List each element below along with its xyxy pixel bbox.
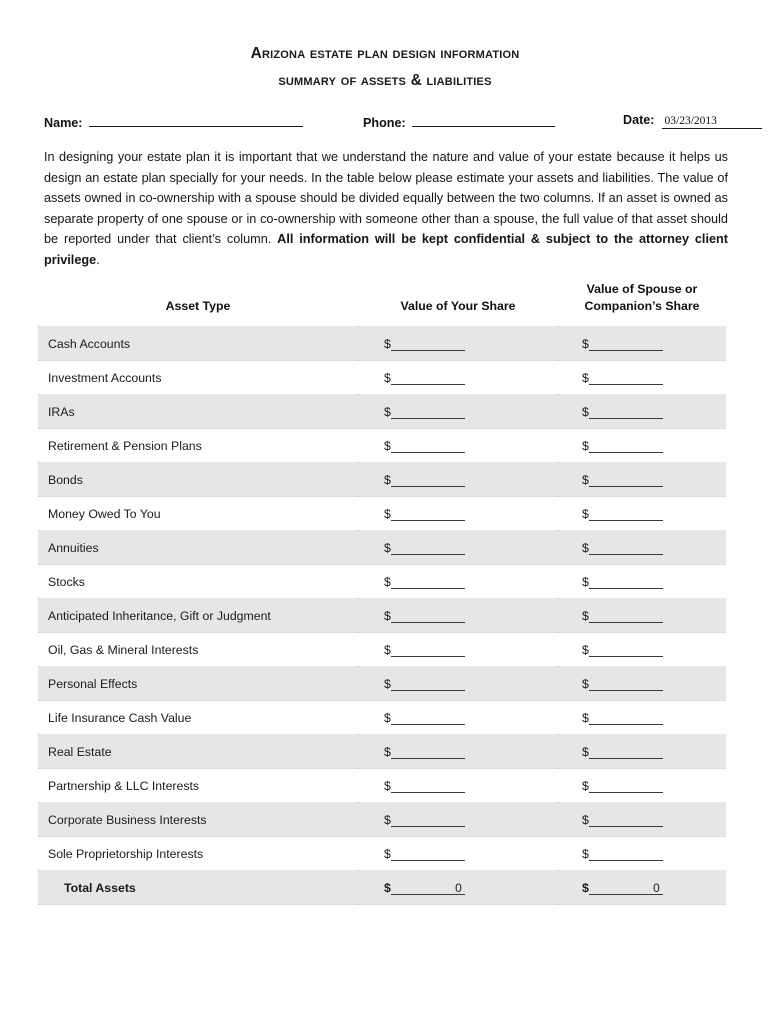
your-share-cell[interactable] [358, 565, 558, 599]
spouse-share-input[interactable] [589, 814, 663, 827]
spouse-share-cell[interactable] [558, 327, 726, 361]
your-share-cell[interactable] [358, 361, 558, 395]
spouse-share-input[interactable] [589, 338, 663, 351]
your-share-amount [384, 847, 465, 861]
your-share-amount [384, 745, 465, 759]
currency-symbol: $ [582, 880, 589, 895]
document-subtitle: summary of assets & liabilities [278, 71, 492, 89]
spouse-share-input[interactable] [589, 780, 663, 793]
table-row [38, 327, 726, 361]
spouse-share-amount [582, 473, 663, 487]
spouse-share-cell[interactable] [558, 599, 726, 633]
your-share-cell[interactable] [358, 803, 558, 837]
your-share-amount [384, 813, 465, 827]
your-share-cell[interactable] [358, 599, 558, 633]
spouse-share-amount [582, 439, 663, 453]
spouse-share-amount [582, 337, 663, 351]
currency-symbol: $ [384, 336, 391, 351]
currency-symbol: $ [582, 472, 589, 487]
spouse-share-input[interactable] [589, 712, 663, 725]
table-row [38, 429, 726, 463]
your-share-amount [384, 609, 465, 623]
column-header-spouse-share [558, 275, 726, 327]
spouse-share-cell[interactable] [558, 395, 726, 429]
table-row [38, 701, 726, 735]
document-title: Arizona estate plan design information [250, 45, 520, 62]
currency-symbol: $ [582, 642, 589, 657]
phone-label: Phone: [363, 116, 406, 130]
table-row [38, 667, 726, 701]
title-block [0, 0, 770, 88]
spouse-share-cell[interactable] [558, 497, 726, 531]
intro-text: In designing your estate plan it is important that we understand the nature and value of your estate because it helps us design an estate plan specially for your needs. In the table below please estimate your assets and liabilities. The value of assets owned in co-ownership with a spouse should be divided equally between the two columns. If an asset is owned as separate property of one spouse or in co-ownership with someone other than a spouse, the full value of that asset should be reported under that client’s column. [44, 150, 728, 247]
spouse-share-input[interactable] [589, 644, 663, 657]
your-share-amount [384, 405, 465, 419]
spouse-share-cell[interactable] [558, 803, 726, 837]
intro-text-bold: All information will be kept confidential & subject to the attorney client privilege [44, 232, 729, 267]
spouse-share-input[interactable] [589, 610, 663, 623]
currency-symbol: $ [384, 642, 391, 657]
column-header-your-share: Value of Your Share [400, 298, 516, 313]
asset-type-label: Anticipated Inheritance, Gift or Judgment [38, 599, 358, 633]
your-share-input[interactable] [391, 610, 465, 623]
currency-symbol: $ [384, 744, 391, 759]
intro-text-end: . [96, 252, 100, 267]
total-your-share-cell[interactable] [358, 871, 558, 905]
currency-symbol: $ [384, 846, 391, 861]
currency-symbol: $ [582, 846, 589, 861]
your-share-input[interactable] [391, 644, 465, 657]
your-share-amount [384, 575, 465, 589]
table-row [38, 531, 726, 565]
your-share-cell[interactable] [358, 429, 558, 463]
spouse-share-amount [582, 711, 663, 725]
spouse-share-line1: Value of Spouse or [586, 282, 698, 296]
phone-input[interactable] [412, 113, 555, 127]
table-row [38, 395, 726, 429]
assets-table-body [38, 327, 726, 905]
assets-table [38, 275, 726, 905]
currency-symbol: $ [384, 608, 391, 623]
name-label: Name: [44, 116, 83, 130]
your-share-input[interactable] [391, 372, 465, 385]
asset-type-label: Real Estate [38, 735, 358, 769]
currency-symbol: $ [582, 370, 589, 385]
spouse-share-amount [582, 609, 663, 623]
asset-type-label: Money Owed To You [38, 497, 358, 531]
currency-symbol: $ [582, 812, 589, 827]
spouse-share-amount [582, 677, 663, 691]
your-share-cell[interactable] [358, 701, 558, 735]
spouse-share-amount [582, 847, 663, 861]
table-row [38, 803, 726, 837]
total-assets-row [38, 871, 726, 905]
table-row [38, 769, 726, 803]
spouse-share-input[interactable] [589, 508, 663, 521]
name-input[interactable] [89, 113, 303, 127]
asset-type-label: Stocks [38, 565, 358, 599]
your-share-cell[interactable] [358, 531, 558, 565]
table-row [38, 463, 726, 497]
table-row [38, 633, 726, 667]
table-row [38, 837, 726, 871]
currency-symbol: $ [582, 676, 589, 691]
spouse-share-input[interactable] [589, 576, 663, 589]
your-share-amount [384, 473, 465, 487]
your-share-input[interactable] [391, 440, 465, 453]
currency-symbol: $ [384, 472, 391, 487]
your-share-input[interactable] [391, 814, 465, 827]
date-input[interactable]: 03/23/2013 [662, 115, 762, 129]
spouse-share-input[interactable] [589, 406, 663, 419]
spouse-share-input[interactable] [589, 542, 663, 555]
currency-symbol: $ [582, 608, 589, 623]
currency-symbol: $ [384, 710, 391, 725]
your-share-amount [384, 337, 465, 351]
your-share-amount [384, 779, 465, 793]
table-row [38, 361, 726, 395]
spouse-share-cell[interactable] [558, 531, 726, 565]
spouse-share-cell[interactable] [558, 735, 726, 769]
total-spouse-share-amount [582, 881, 663, 895]
spouse-share-input[interactable] [589, 372, 663, 385]
currency-symbol: $ [384, 438, 391, 453]
your-share-cell[interactable] [358, 327, 558, 361]
spouse-share-cell[interactable] [558, 667, 726, 701]
currency-symbol: $ [582, 540, 589, 555]
your-share-input[interactable] [391, 678, 465, 691]
your-share-amount [384, 541, 465, 555]
your-share-amount [384, 677, 465, 691]
currency-symbol: $ [384, 880, 391, 895]
your-share-cell[interactable] [358, 633, 558, 667]
currency-symbol: $ [582, 438, 589, 453]
asset-type-label: Investment Accounts [38, 361, 358, 395]
your-share-input[interactable] [391, 712, 465, 725]
currency-symbol: $ [582, 574, 589, 589]
your-share-cell[interactable] [358, 735, 558, 769]
currency-symbol: $ [384, 778, 391, 793]
asset-type-label: Partnership & LLC Interests [38, 769, 358, 803]
spouse-share-amount [582, 405, 663, 419]
spouse-share-input[interactable] [589, 678, 663, 691]
asset-type-label: Corporate Business Interests [38, 803, 358, 837]
table-row [38, 497, 726, 531]
your-share-cell[interactable] [358, 497, 558, 531]
your-share-cell[interactable] [358, 463, 558, 497]
your-share-input[interactable] [391, 746, 465, 759]
your-share-input[interactable] [391, 406, 465, 419]
spouse-share-amount [582, 541, 663, 555]
spouse-share-amount [582, 745, 663, 759]
spouse-share-amount [582, 779, 663, 793]
spouse-share-cell[interactable] [558, 361, 726, 395]
your-share-input[interactable] [391, 338, 465, 351]
your-share-cell[interactable] [358, 837, 558, 871]
your-share-input[interactable] [391, 780, 465, 793]
total-spouse-share-input[interactable]: 0 [589, 882, 663, 895]
table-row [38, 565, 726, 599]
your-share-cell[interactable] [358, 769, 558, 803]
currency-symbol: $ [582, 336, 589, 351]
asset-type-label: Life Insurance Cash Value [38, 701, 358, 735]
total-assets-label: Total Assets [38, 871, 358, 905]
spouse-share-amount [582, 643, 663, 657]
currency-symbol: $ [384, 812, 391, 827]
spouse-share-amount [582, 813, 663, 827]
currency-symbol: $ [582, 404, 589, 419]
assets-table-head [38, 275, 726, 327]
your-share-input[interactable] [391, 576, 465, 589]
your-share-amount [384, 371, 465, 385]
form-fields-row [40, 113, 732, 135]
asset-type-label: Cash Accounts [38, 327, 358, 361]
currency-symbol: $ [384, 506, 391, 521]
spouse-share-input[interactable] [589, 848, 663, 861]
spouse-share-amount [582, 371, 663, 385]
date-field[interactable] [623, 113, 762, 129]
spouse-share-cell[interactable] [558, 701, 726, 735]
your-share-amount [384, 711, 465, 725]
spouse-share-cell[interactable] [558, 837, 726, 871]
spouse-share-input[interactable] [589, 474, 663, 487]
asset-type-label: Personal Effects [38, 667, 358, 701]
table-row [38, 735, 726, 769]
asset-type-label: Sole Proprietorship Interests [38, 837, 358, 871]
currency-symbol: $ [582, 778, 589, 793]
currency-symbol: $ [582, 710, 589, 725]
table-row [38, 599, 726, 633]
asset-type-label: Retirement & Pension Plans [38, 429, 358, 463]
your-share-amount [384, 643, 465, 657]
your-share-input[interactable] [391, 848, 465, 861]
spouse-share-cell[interactable] [558, 633, 726, 667]
currency-symbol: $ [384, 574, 391, 589]
phone-field[interactable] [363, 113, 555, 130]
asset-type-label: Annuities [38, 531, 358, 565]
currency-symbol: $ [582, 506, 589, 521]
spouse-share-amount [582, 575, 663, 589]
currency-symbol: $ [384, 370, 391, 385]
total-your-share-amount [384, 881, 465, 895]
your-share-amount [384, 507, 465, 521]
spouse-share-cell[interactable] [558, 769, 726, 803]
asset-type-label: Oil, Gas & Mineral Interests [38, 633, 358, 667]
spouse-share-cell[interactable] [558, 463, 726, 497]
your-share-cell[interactable] [358, 395, 558, 429]
spouse-share-cell[interactable] [558, 565, 726, 599]
currency-symbol: $ [384, 540, 391, 555]
your-share-input[interactable] [391, 474, 465, 487]
spouse-share-cell[interactable] [558, 429, 726, 463]
total-spouse-share-cell[interactable] [558, 871, 726, 905]
asset-type-label: IRAs [38, 395, 358, 429]
currency-symbol: $ [582, 744, 589, 759]
spouse-share-input[interactable] [589, 440, 663, 453]
column-header-asset-type: Asset Type [165, 298, 231, 313]
spouse-share-input[interactable] [589, 746, 663, 759]
intro-paragraph [44, 147, 728, 270]
date-label: Date: [623, 113, 655, 127]
your-share-amount [384, 439, 465, 453]
asset-type-label: Bonds [38, 463, 358, 497]
your-share-input[interactable] [391, 542, 465, 555]
total-your-share-input[interactable]: 0 [391, 882, 465, 895]
spouse-share-line2: Companion’s Share [584, 298, 700, 313]
currency-symbol: $ [384, 404, 391, 419]
your-share-cell[interactable] [358, 667, 558, 701]
name-field[interactable] [44, 113, 303, 130]
spouse-share-amount [582, 507, 663, 521]
your-share-input[interactable] [391, 508, 465, 521]
currency-symbol: $ [384, 676, 391, 691]
table-header-row [38, 275, 726, 327]
